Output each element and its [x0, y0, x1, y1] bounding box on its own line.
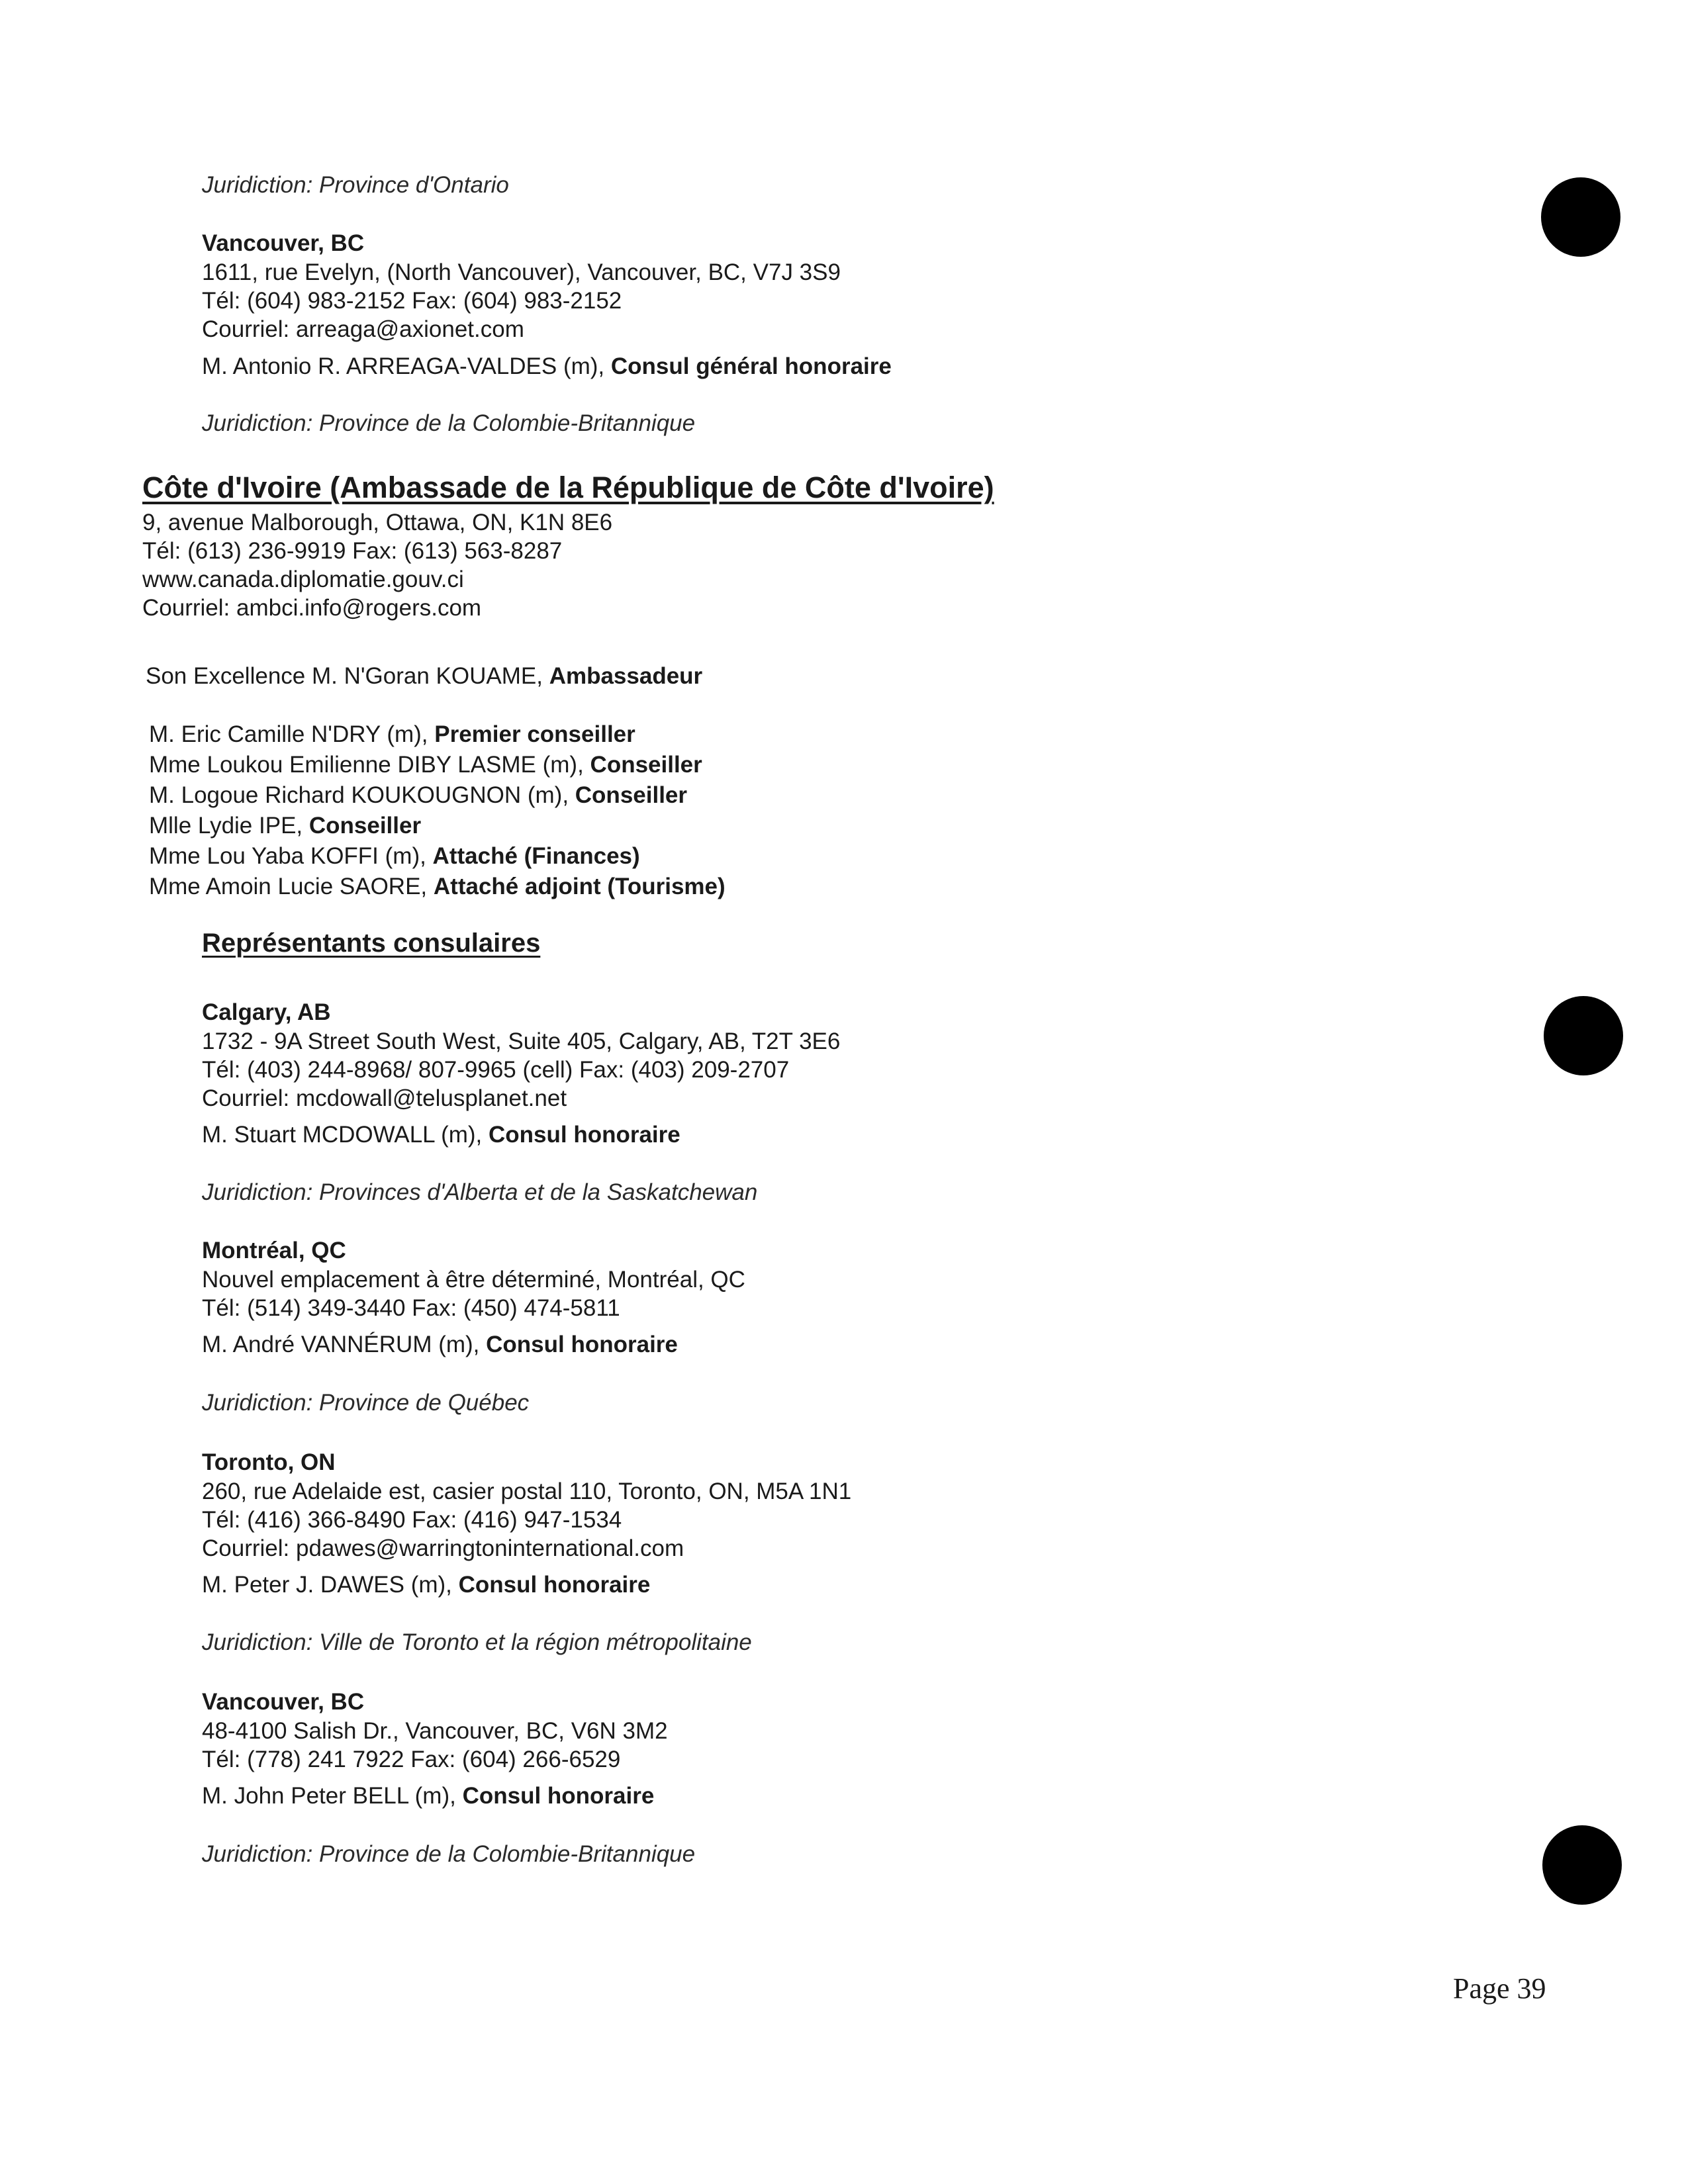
office-representative — [202, 1330, 678, 1359]
embassy-phone: Tél: (613) 236-9919 Fax: (613) 563-8287 — [142, 538, 563, 564]
staff-name: Mme Lou Yaba KOFFI (m), — [149, 843, 433, 869]
staff-name: Mme Amoin Lucie SAORE, — [149, 874, 434, 899]
office-jurisdiction: Juridiction: Ville de Toronto et la région métropolitaine — [202, 1629, 752, 1655]
ambassador-name: Son Excellence M. N'Goran KOUAME, — [146, 663, 549, 689]
representative-title: Consul honoraire — [458, 1572, 651, 1598]
office-city: Vancouver, BC — [202, 230, 365, 256]
staff-title: Attaché adjoint (Tourisme) — [433, 874, 726, 899]
staff-member — [149, 781, 687, 810]
representative-name: M. André VANNÉRUM (m), — [202, 1332, 487, 1357]
staff-title: Attaché (Finances) — [432, 843, 640, 869]
office-phone: Tél: (403) 244-8968/ 807-9965 (cell) Fax: (403) 209-2707 — [202, 1057, 790, 1083]
office-address: 260, rue Adelaide est, casier postal 110, Toronto, ON, M5A 1N1 — [202, 1479, 852, 1504]
office-representative — [202, 1120, 680, 1150]
page-number: Page 39 — [1453, 1972, 1546, 2005]
staff-member — [149, 751, 702, 780]
ambassador-line — [146, 662, 702, 691]
office-jurisdiction: Juridiction: Province de la Colombie-Britannique — [202, 1841, 696, 1867]
office-representative — [202, 1782, 654, 1811]
staff-member — [149, 811, 421, 841]
staff-name: M. Logoue Richard KOUKOUGNON (m), — [149, 782, 575, 808]
office-city: Montréal, QC — [202, 1238, 346, 1263]
representative-name: M. John Peter BELL (m), — [202, 1783, 463, 1809]
office-phone: Tél: (514) 349-3440 Fax: (450) 474-5811 — [202, 1295, 620, 1321]
embassy-address: 9, avenue Malborough, Ottawa, ON, K1N 8E6 — [142, 510, 613, 535]
office-representative — [202, 1570, 650, 1600]
representative-name: M. Antonio R. ARREAGA-VALDES (m), — [202, 353, 611, 379]
embassy-heading: Côte d'Ivoire (Ambassade de la République de Côte d'Ivoire) — [142, 471, 994, 504]
punch-hole-middle — [1544, 996, 1623, 1075]
staff-name: Mme Loukou Emilienne DIBY LASME (m), — [149, 752, 590, 778]
office-phone: Tél: (778) 241 7922 Fax: (604) 266-6529 — [202, 1747, 621, 1772]
staff-member — [149, 842, 640, 871]
office-representative — [202, 352, 892, 381]
representative-title: Consul général honoraire — [610, 353, 892, 379]
staff-name: M. Eric Camille N'DRY (m), — [149, 721, 435, 747]
representative-title: Consul honoraire — [489, 1122, 680, 1148]
punch-hole-bottom — [1542, 1825, 1622, 1905]
representative-title: Consul honoraire — [486, 1332, 678, 1357]
office-jurisdiction: Juridiction: Province de Québec — [202, 1390, 530, 1416]
office-email: Courriel: mcdowall@telusplanet.net — [202, 1085, 567, 1111]
staff-title: Conseiller — [575, 782, 688, 808]
office-jurisdiction: Juridiction: Province de la Colombie-Britannique — [202, 410, 696, 436]
staff-title: Premier conseiller — [434, 721, 635, 747]
office-city: Toronto, ON — [202, 1449, 336, 1475]
staff-title: Conseiller — [590, 752, 702, 778]
jurisdiction-ontario: Juridiction: Province d'Ontario — [202, 172, 509, 198]
punch-hole-top — [1541, 177, 1620, 257]
office-city: Calgary, AB — [202, 999, 331, 1025]
embassy-email: Courriel: ambci.info@rogers.com — [142, 595, 482, 621]
staff-name: Mlle Lydie IPE, — [149, 813, 309, 839]
staff-title: Conseiller — [308, 813, 422, 839]
representative-name: M. Peter J. DAWES (m), — [202, 1572, 459, 1598]
office-jurisdiction: Juridiction: Provinces d'Alberta et de la Saskatchewan — [202, 1179, 758, 1205]
office-email: Courriel: arreaga@axionet.com — [202, 316, 524, 342]
office-address: 1732 - 9A Street South West, Suite 405, Calgary, AB, T2T 3E6 — [202, 1028, 841, 1054]
representative-title: Consul honoraire — [462, 1783, 655, 1809]
embassy-website: www.canada.diplomatie.gouv.ci — [142, 567, 464, 592]
office-email: Courriel: pdawes@warringtoninternational.com — [202, 1535, 684, 1561]
office-city: Vancouver, BC — [202, 1689, 365, 1715]
office-phone: Tél: (604) 983-2152 Fax: (604) 983-2152 — [202, 288, 622, 314]
staff-member — [149, 872, 726, 901]
staff-member — [149, 720, 635, 749]
ambassador-title: Ambassadeur — [549, 663, 703, 689]
office-phone: Tél: (416) 366-8490 Fax: (416) 947-1534 — [202, 1507, 622, 1533]
office-address: Nouvel emplacement à être déterminé, Montréal, QC — [202, 1267, 745, 1293]
office-address: 1611, rue Evelyn, (North Vancouver), Vancouver, BC, V7J 3S9 — [202, 259, 841, 285]
office-address: 48-4100 Salish Dr., Vancouver, BC, V6N 3M2 — [202, 1718, 668, 1744]
representative-name: M. Stuart MCDOWALL (m), — [202, 1122, 489, 1148]
consular-heading: Représentants consulaires — [202, 929, 541, 958]
